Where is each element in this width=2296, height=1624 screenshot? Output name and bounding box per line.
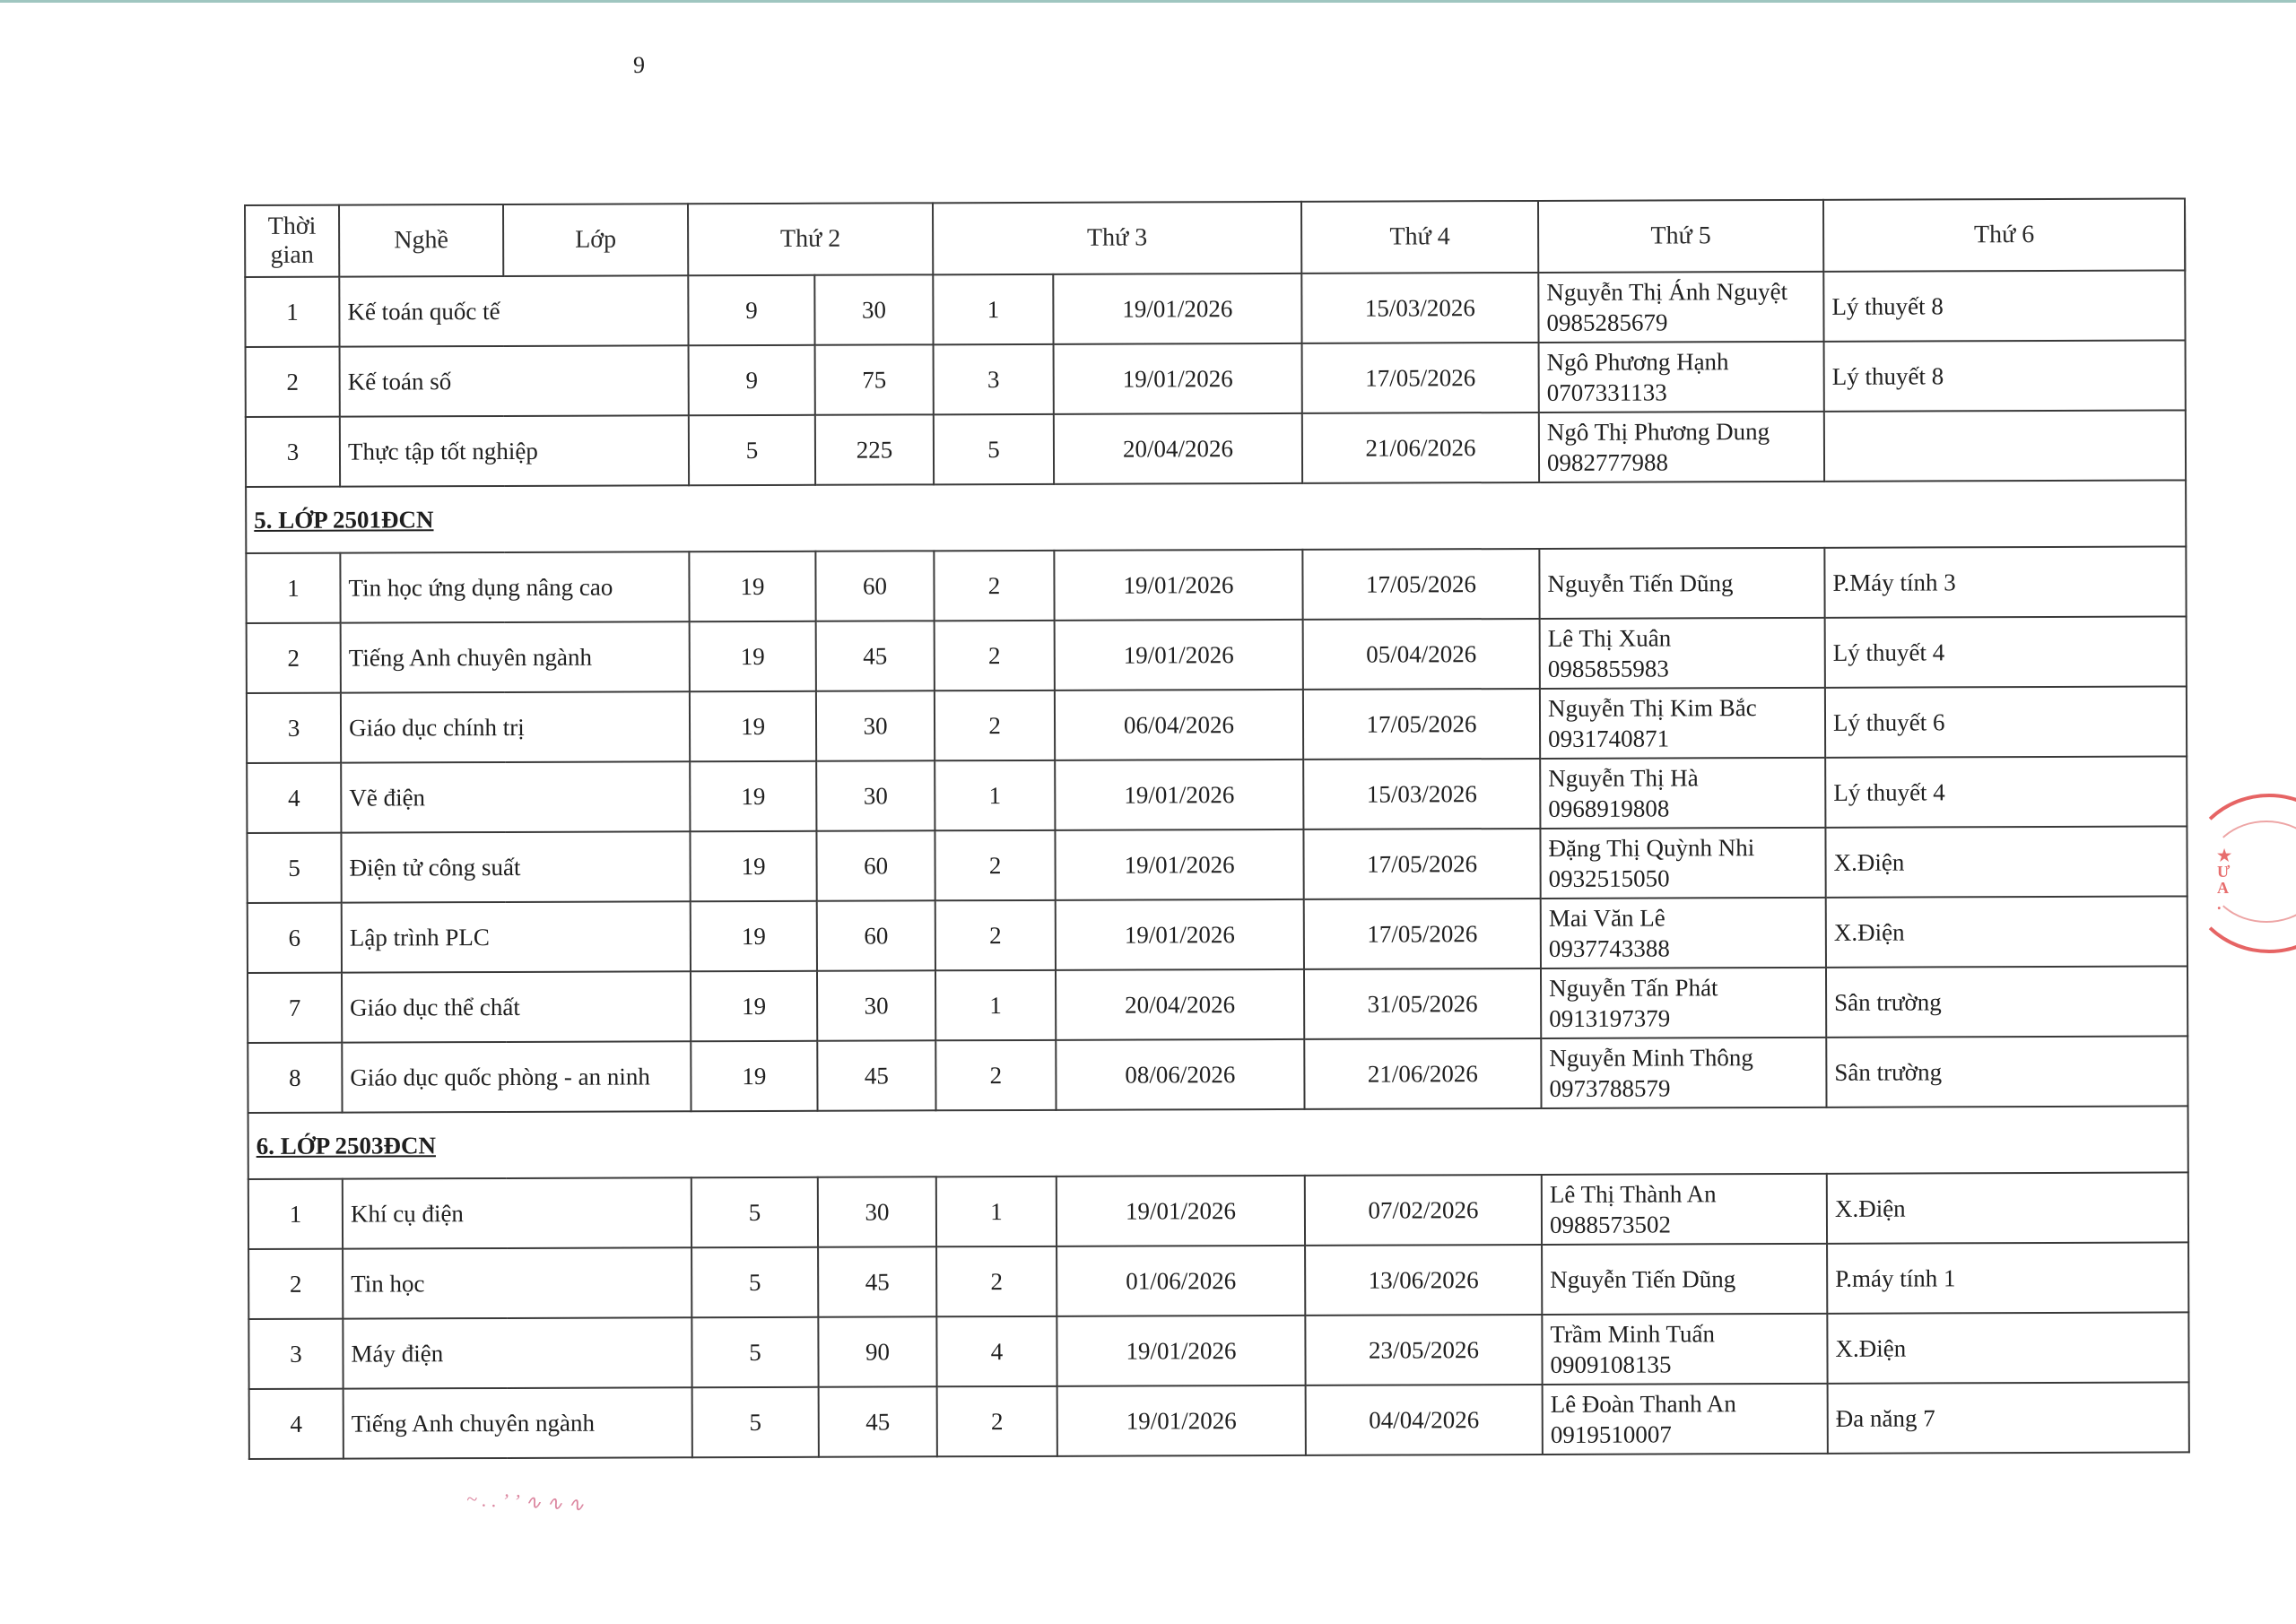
section-label: 5. LỚP 2501ĐCN (254, 506, 434, 534)
start-date: 19/01/2026 (1056, 899, 1304, 970)
start-date: 08/06/2026 (1056, 1039, 1304, 1110)
value-hours: 30 (816, 760, 935, 830)
value-a: 19 (690, 691, 816, 761)
subject-name: Kế toán số (340, 345, 689, 416)
top-border-line (0, 0, 2296, 3)
room-cell: X.Điện (1827, 1172, 2188, 1243)
subject-name: Thực tập tốt nghiệp (340, 415, 689, 486)
row-index: 1 (245, 277, 339, 347)
table-row (247, 686, 2187, 763)
row-index: 3 (246, 417, 340, 487)
teacher-name: Ngô Phương Hạnh (1546, 348, 1729, 376)
value-c: 4 (936, 1316, 1057, 1386)
teacher-cell (1542, 1314, 1827, 1385)
value-a: 9 (689, 345, 815, 415)
row-index: 1 (248, 1179, 343, 1249)
value-hours: 75 (815, 344, 934, 414)
end-date: 04/04/2026 (1306, 1385, 1543, 1455)
header-thu-4: Thứ 4 (1301, 201, 1538, 274)
table-row (247, 756, 2187, 833)
teacher-name: Lê Thị Thành An (1549, 1180, 1717, 1208)
end-date: 15/03/2026 (1303, 759, 1540, 829)
start-date: 20/04/2026 (1054, 413, 1302, 484)
start-date: 19/01/2026 (1057, 1316, 1305, 1386)
start-date: 19/01/2026 (1053, 274, 1301, 344)
value-a: 19 (690, 831, 816, 901)
value-hours: 225 (815, 414, 934, 484)
value-c: 2 (934, 551, 1054, 621)
value-hours: 60 (815, 551, 934, 621)
room-cell: Lý thuyết 6 (1825, 686, 2187, 757)
value-a: 19 (690, 621, 816, 691)
subject-name: Giáo dục thể chất (342, 971, 691, 1042)
room-cell: Đa năng 7 (1828, 1382, 2189, 1453)
subject-name: Tiếng Anh chuyên ngành (341, 621, 690, 692)
start-date: 20/04/2026 (1056, 969, 1304, 1040)
value-a: 5 (689, 415, 815, 485)
table-row (245, 270, 2185, 347)
room-cell: X.Điện (1827, 1312, 2188, 1383)
end-date: 05/04/2026 (1303, 619, 1540, 690)
teacher-cell (1540, 828, 1825, 899)
header-thu-6: Thứ 6 (1823, 198, 2185, 271)
start-date: 19/01/2026 (1057, 1176, 1305, 1246)
value-c: 1 (935, 760, 1055, 830)
header-time: Thời gian (245, 205, 339, 277)
teacher-cell (1542, 1244, 1827, 1315)
teacher-name: Nguyễn Tiến Dũng (1550, 1265, 1736, 1293)
value-c: 5 (934, 414, 1054, 484)
subject-name: Kế toán quốc tế (339, 275, 688, 346)
subject-name: Tin học (343, 1247, 691, 1318)
teacher-phone: 0913197379 (1549, 1004, 1671, 1032)
end-date: 21/06/2026 (1304, 1038, 1541, 1109)
value-c: 2 (935, 830, 1055, 900)
teacher-name: Trầm Minh Tuấn (1550, 1320, 1716, 1348)
row-index: 4 (249, 1389, 344, 1459)
teacher-phone: 0988573502 (1549, 1211, 1672, 1238)
teacher-cell (1541, 898, 1826, 968)
value-c: 3 (934, 344, 1054, 414)
row-index: 5 (247, 833, 341, 903)
section-row (248, 1106, 2188, 1179)
teacher-name: Đặng Thị Quỳnh Nhi (1548, 834, 1755, 862)
section-label: 6. LỚP 2503ĐCN (256, 1132, 436, 1159)
end-date: 17/05/2026 (1303, 829, 1540, 899)
handwritten-signature-mark: ~ . . ʼ ʼ ∿ ∿ ∿ (465, 1487, 585, 1516)
teacher-cell (1538, 272, 1823, 343)
subject-name: Điện tử công suất (341, 831, 690, 902)
table-row (248, 896, 2187, 973)
value-hours: 60 (817, 900, 935, 970)
room-cell: Lý thuyết 8 (1823, 270, 2185, 341)
value-hours: 30 (818, 1177, 936, 1246)
teacher-name: Nguyễn Thị Hà (1548, 764, 1699, 792)
end-date: 23/05/2026 (1305, 1315, 1542, 1385)
teacher-cell (1540, 618, 1825, 689)
table-row (248, 1312, 2188, 1389)
value-a: 9 (688, 275, 814, 345)
table-row (247, 616, 2187, 693)
row-index: 2 (246, 347, 340, 417)
subject-name: Tiếng Anh chuyên ngành (344, 1387, 692, 1458)
table-row (248, 1242, 2188, 1319)
teacher-phone: 0973788579 (1549, 1074, 1671, 1102)
teacher-cell (1539, 342, 1824, 413)
room-cell: Lý thuyết 4 (1825, 616, 2187, 687)
teacher-name: Lê Thị Xuân (1547, 624, 1672, 652)
value-c: 2 (935, 690, 1055, 760)
value-a: 5 (691, 1177, 818, 1247)
table-row (247, 826, 2187, 903)
value-c: 2 (937, 1386, 1057, 1456)
red-seal-lettering: ★ Ư A . (2217, 847, 2232, 913)
start-date: 19/01/2026 (1054, 343, 1302, 414)
teacher-cell (1542, 1174, 1827, 1245)
header-thu-3: Thứ 3 (933, 202, 1301, 274)
teacher-phone: 0909108135 (1550, 1350, 1672, 1378)
value-c: 2 (936, 1246, 1057, 1316)
value-a: 19 (691, 901, 817, 971)
teacher-cell (1541, 968, 1826, 1038)
end-date: 17/05/2026 (1303, 689, 1540, 760)
teacher-phone: 0985285679 (1546, 308, 1668, 336)
start-date: 19/01/2026 (1055, 620, 1303, 690)
value-a: 5 (692, 1387, 819, 1457)
end-date: 21/06/2026 (1302, 413, 1539, 483)
section-heading (246, 480, 2186, 553)
value-c: 2 (935, 900, 1056, 970)
room-cell (1824, 410, 2186, 481)
start-date: 19/01/2026 (1057, 1385, 1306, 1456)
teacher-name: Nguyễn Tấn Phát (1549, 974, 1718, 1002)
section-heading (248, 1106, 2188, 1179)
value-c: 2 (935, 621, 1055, 690)
teacher-cell (1540, 758, 1825, 829)
value-c: 1 (936, 1177, 1057, 1246)
teacher-phone: 0968919808 (1548, 795, 1670, 822)
room-cell: X.Điện (1825, 826, 2187, 897)
teacher-cell (1543, 1384, 1828, 1455)
teacher-cell (1539, 412, 1824, 482)
row-index: 3 (247, 693, 341, 763)
section-row (246, 480, 2186, 553)
start-date: 01/06/2026 (1057, 1246, 1305, 1316)
value-a: 19 (691, 1041, 817, 1111)
teacher-cell (1540, 688, 1825, 759)
start-date: 19/01/2026 (1055, 760, 1303, 830)
teacher-name: Nguyễn Thị Kim Bắc (1547, 694, 1757, 722)
table-row (248, 966, 2187, 1043)
start-date: 06/04/2026 (1055, 690, 1303, 760)
table-row (249, 1382, 2189, 1459)
value-c: 1 (935, 970, 1056, 1040)
value-hours: 30 (814, 274, 933, 344)
teacher-name: Lê Đoàn Thanh An (1550, 1390, 1736, 1418)
teacher-cell (1539, 548, 1824, 619)
row-index: 8 (248, 1043, 342, 1113)
value-a: 19 (690, 761, 816, 831)
row-index: 2 (248, 1249, 343, 1319)
teacher-name: Mai Văn Lê (1548, 904, 1665, 932)
end-date: 15/03/2026 (1301, 273, 1538, 343)
end-date: 17/05/2026 (1302, 343, 1539, 413)
end-date: 13/06/2026 (1305, 1245, 1542, 1316)
value-c: 2 (935, 1040, 1056, 1110)
header-nghe: Nghề (339, 204, 503, 277)
value-hours: 45 (817, 1040, 935, 1110)
end-date: 31/05/2026 (1304, 968, 1541, 1039)
header-lop: Lớp (503, 204, 688, 276)
teacher-phone: 0985855983 (1547, 655, 1669, 682)
header-thu-5: Thứ 5 (1538, 200, 1823, 273)
room-cell: X.Điện (1826, 896, 2187, 967)
subject-name: Tin học ứng dụng nâng cao (340, 551, 689, 622)
value-hours: 30 (817, 970, 935, 1040)
end-date: 17/05/2026 (1304, 899, 1541, 969)
teacher-cell (1541, 1038, 1826, 1108)
value-a: 5 (691, 1247, 818, 1317)
room-cell: Lý thuyết 4 (1825, 756, 2187, 827)
header-thu-2: Thứ 2 (688, 203, 933, 275)
teacher-phone: 0919510007 (1550, 1420, 1672, 1448)
table-row (248, 1036, 2187, 1113)
start-date: 19/01/2026 (1055, 829, 1303, 900)
value-hours: 45 (818, 1246, 936, 1316)
room-cell: P.Máy tính 3 (1824, 546, 2186, 617)
value-hours: 45 (819, 1386, 937, 1456)
row-index: 3 (248, 1319, 343, 1389)
table-row (248, 1172, 2188, 1249)
teacher-phone: 0931740871 (1548, 725, 1670, 752)
value-a: 19 (689, 551, 815, 621)
room-cell: P.máy tính 1 (1827, 1242, 2188, 1313)
room-cell: Sân trường (1826, 1036, 2187, 1107)
value-hours: 60 (816, 830, 935, 900)
value-hours: 90 (818, 1316, 936, 1386)
value-a: 5 (691, 1317, 818, 1387)
value-c: 1 (933, 274, 1053, 344)
page-number: 9 (633, 52, 645, 78)
subject-name: Lập trình PLC (342, 901, 691, 972)
row-index: 6 (248, 903, 342, 973)
teacher-name: Ngô Thị Phương Dung (1546, 418, 1770, 446)
subject-name: Giáo dục chính trị (341, 691, 690, 762)
teacher-name: Nguyễn Thị Ánh Nguyệt (1546, 277, 1788, 306)
teacher-phone: 0707331133 (1546, 378, 1667, 406)
subject-name: Máy điện (343, 1317, 691, 1388)
table-row (246, 546, 2186, 623)
teacher-phone: 0982777988 (1546, 448, 1669, 476)
end-date: 07/02/2026 (1305, 1175, 1542, 1246)
subject-name: Vẽ điện (341, 761, 690, 832)
subject-name: Giáo dục quốc phòng - an ninh (342, 1041, 691, 1112)
row-index: 1 (246, 553, 340, 623)
schedule-table (244, 197, 2190, 1460)
value-a: 19 (691, 971, 817, 1041)
table-row (246, 340, 2186, 417)
room-cell: Lý thuyết 8 (1824, 340, 2186, 411)
value-hours: 45 (816, 621, 935, 690)
schedule-body (245, 270, 2189, 1459)
table-row (246, 410, 2186, 487)
row-index: 2 (247, 623, 341, 693)
teacher-name: Nguyễn Tiến Dũng (1547, 569, 1734, 597)
subject-name: Khí cụ điện (343, 1177, 691, 1248)
end-date: 17/05/2026 (1302, 549, 1539, 620)
header-row (245, 198, 2185, 277)
room-cell: Sân trường (1826, 966, 2187, 1037)
teacher-phone: 0932515050 (1548, 864, 1670, 892)
value-hours: 30 (816, 690, 935, 760)
teacher-name: Nguyễn Minh Thông (1549, 1044, 1753, 1072)
start-date: 19/01/2026 (1054, 550, 1302, 621)
row-index: 4 (247, 763, 341, 833)
row-index: 7 (248, 973, 342, 1043)
teacher-phone: 0937743388 (1548, 934, 1670, 962)
